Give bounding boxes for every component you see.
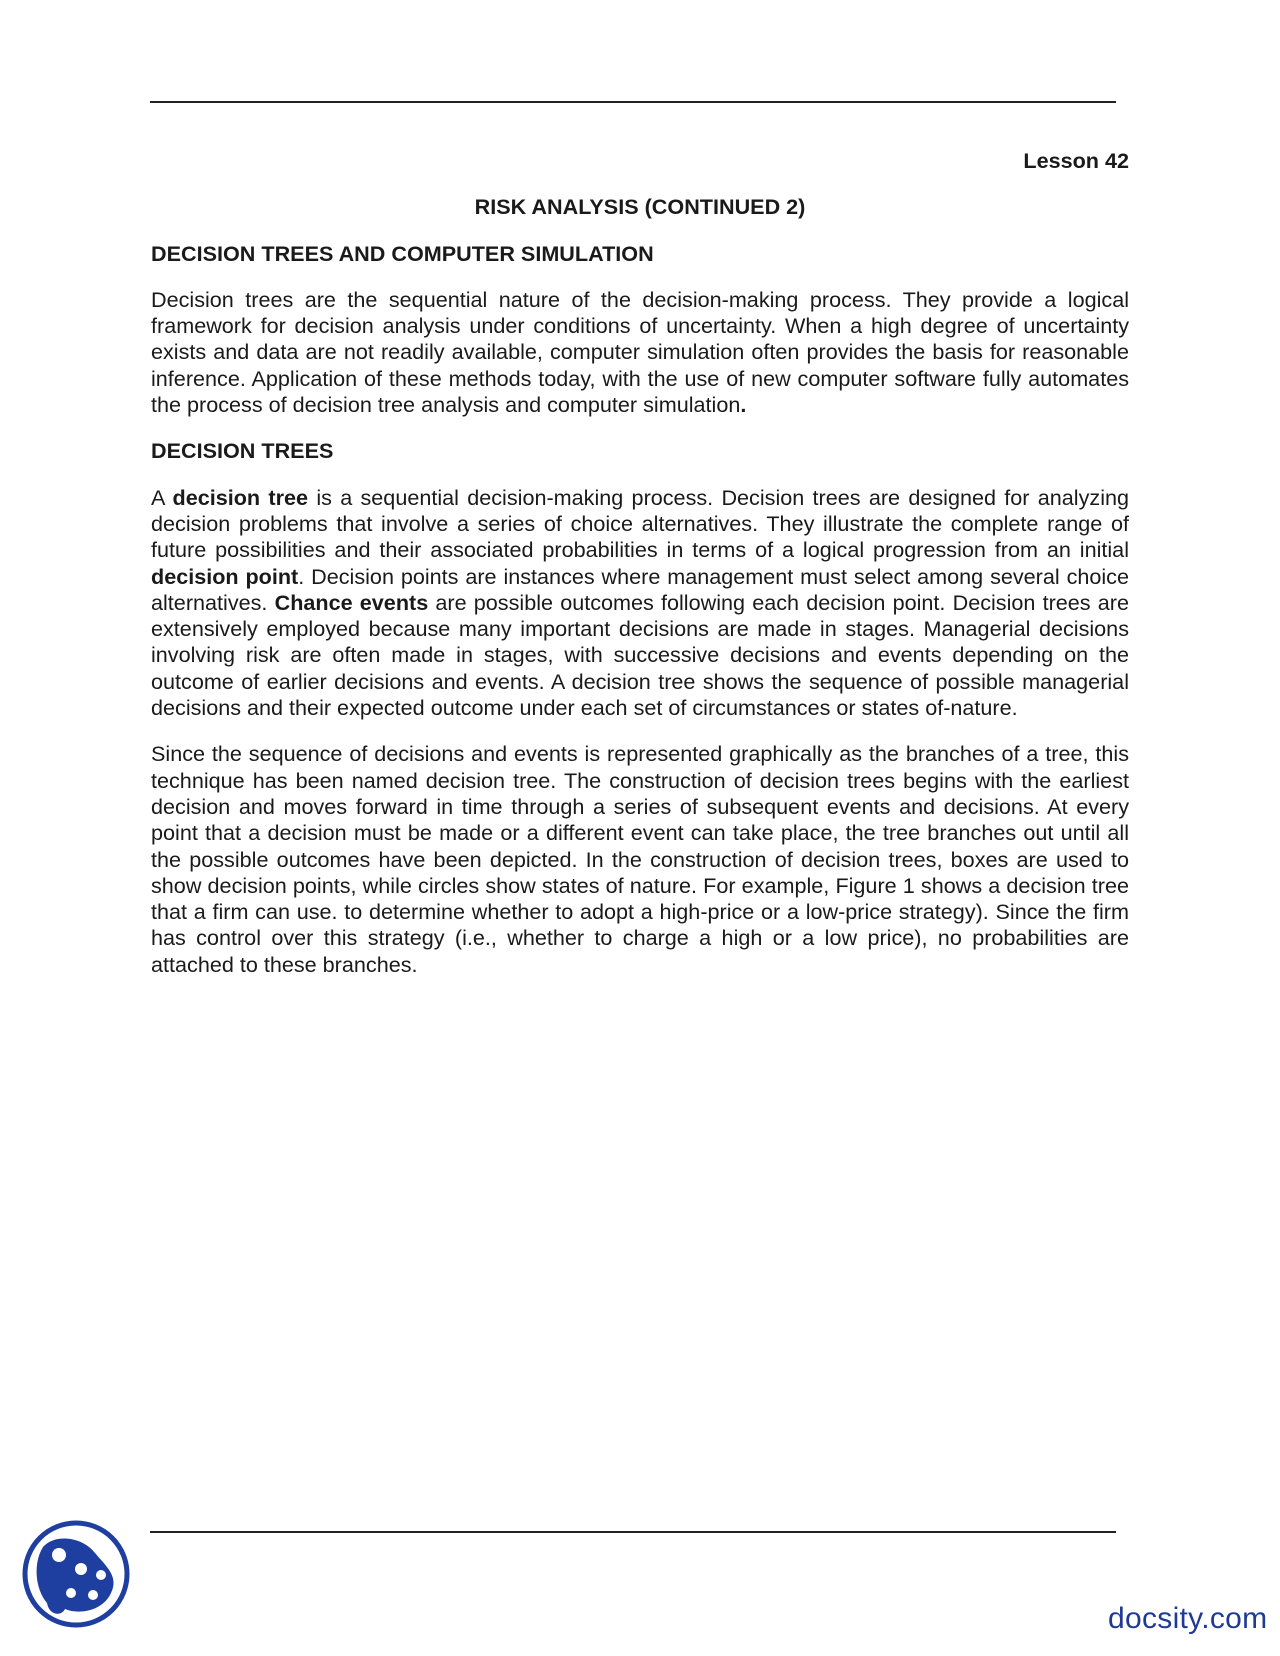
docsity-brand-link[interactable]: docsity.com [1108,1602,1268,1635]
page-content [151,148,1129,978]
intro-paragraph-end: . [740,392,747,418]
paragraph-text: A [151,484,173,510]
bottom-rule [150,1531,1116,1533]
lesson-number: Lesson 42 [1023,148,1129,173]
decision-tree-definition-paragraph [151,485,1129,722]
top-rule [150,101,1116,103]
docsity-logo-svg [21,1519,131,1629]
term-chance-events: Chance events [274,589,429,615]
page-title: RISK ANALYSIS (CONTINUED 2) [474,194,806,220]
section-heading-decision-trees-simulation: DECISION TREES AND COMPUTER SIMULATION [151,240,654,266]
docsity-logo-icon [21,1519,131,1629]
paragraph-text: are possible outcomes following each decision point. Decision trees are extensively employed because many important decisions are made in stages. Managerial decisions involving risk are often made in stages, with successive decisions and events depending on the outcome of earlier decisions and events. A decision tree shows the sequence of possible managerial decisions and their expected outcome under each set of circumstances or states of-nature. [151,589,1129,721]
intro-paragraph [151,287,1129,418]
decision-tree-construction-paragraph: Since the sequence of decisions and events is represented graphically as the branches of a tree, this technique has been named decision tree. The construction of decision trees begins with the earliest decision and moves forward in time through a series of subsequent events and decisions. At every point that a decision must be made or a different event can take place, the tree branches out until all the possible outcomes have been depicted. In the construction of decision trees, boxes are used to show decision points, while circles show states of nature. For example, Figure 1 shows a decision tree that a firm can use. to determine whether to adopt a high-price or a low-price strategy). Since the firm has control over this strategy (i.e., whether to charge a high or a low price), no probabilities are attached to these branches. [151,741,1129,977]
term-decision-tree: decision tree [172,484,309,510]
term-decision-point: decision point [151,563,299,589]
paragraph-text: . Decision points are instances where management must select among several choice alternatives. [151,563,1129,615]
intro-paragraph-text: Decision trees are the sequential nature of the decision-making process. They provide a logical framework for decision analysis under conditions of uncertainty. When a high degree of uncertainty exists and data are not readily available, computer simulation often provides the basis for reasonable inference. Application of these methods today, with the use of new computer software fully automates the process of decision tree analysis and computer simulation [151,286,1129,418]
paragraph-text: is a sequential decision-making process. Decision trees are designed for analyzing decision problems that involve a series of choice alternatives. They illustrate the complete range of future possibilities and their associated probabilities in terms of a logical progression from an initial [151,484,1130,563]
section-heading-decision-trees: DECISION TREES [151,438,334,464]
